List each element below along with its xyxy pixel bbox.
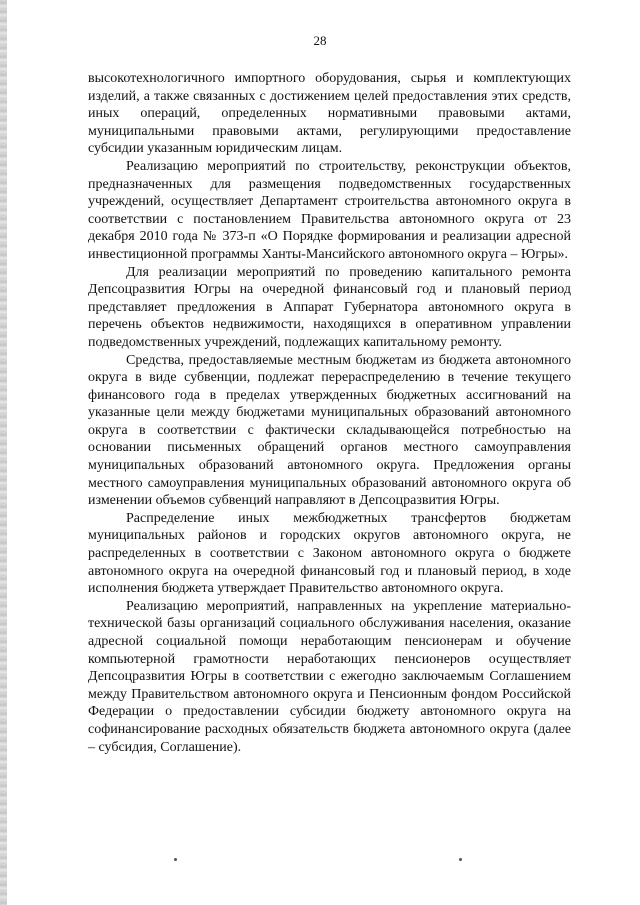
paragraph-capital-repair: Для реализации мероприятий по проведению капитального ремонта Депсоцразвития Югры на очередной финансовый год и плановый период представляет предложения в Аппарат Губернатора автономного округа в перечень объектов недвижимости, находящихся в оперативном управлении подведомственных учреждений, подлежащих капитальному ремонту.: [88, 264, 571, 350]
paragraph-continuation: высокотехнологичного импортного оборудования, сырья и комплектующих изделий, а также связанных с достижением целей предоставления этих средств, иных операций, определенных нормативными правовыми актами, муниципальными правовыми актами, регулирующими предоставление субсидии указанным юридическим лицам.: [88, 71, 571, 157]
paragraph-construction: Реализацию мероприятий по строительству, реконструкции объектов, предназначенных для размещения подведомственных государственных учреждений, осуществляет Департамент строительства автономного округа в соответствии с постановлением Правительства автономного округа от 23 декабря 2010 года № 373-п «О Порядке формирования и реализации адресной инвестиционной программы Ханты-Мансийского автономного округа – Югры».: [88, 158, 571, 262]
paragraph-material-base: Реализацию мероприятий, направленных на укрепление материально-технической базы организаций социального обслуживания населения, оказание адресной социальной помощи неработающим пенсионерам и обучение компьютерной грамотности неработающих пенсионеров осуществляет Депсоцразвития Югры в соответствии с ежегодно заключаемым Соглашением между Правительством автономного округа и Пенсионным фондом Российской Федерации о предоставлении субсидии бюджету автономного округа на софинансирование расходных обязательств бюджета автономного округа (далее – субсидия, Соглашение).: [88, 598, 571, 755]
paragraph-subvention: Средства, предоставляемые местным бюджетам из бюджета автономного округа в виде субвенции, подлежат перераспределению в течение текущего финансового года в пределах утвержденных бюджетных ассигнований на указанные цели между бюджетами муниципальных образований автономного округа в соответствии с фактически складывающейся потребностью на основании письменных обращений органов местного самоуправления муниципальных образований автономного округа. Предложения органы местного самоуправления муниципальных образований автономного округа об изменении объемов субвенций направляют в Депсоцразвития Югры.: [88, 352, 571, 509]
page-number: 28: [313, 33, 327, 48]
paragraph-transfers: Распределение иных межбюджетных трансфертов бюджетам муниципальных районов и городских округов автономного округа, не распределенных в соответствии с Законом автономного округа о бюджете автономного округа на очередной финансовый год и плановый период, в ходе исполнения бюджета утверждает Правительство автономного округа.: [88, 510, 571, 597]
scan-edge: [0, 0, 7, 905]
document-body: [88, 70, 571, 756]
scan-speck: [459, 858, 462, 861]
scan-speck: [174, 858, 177, 861]
